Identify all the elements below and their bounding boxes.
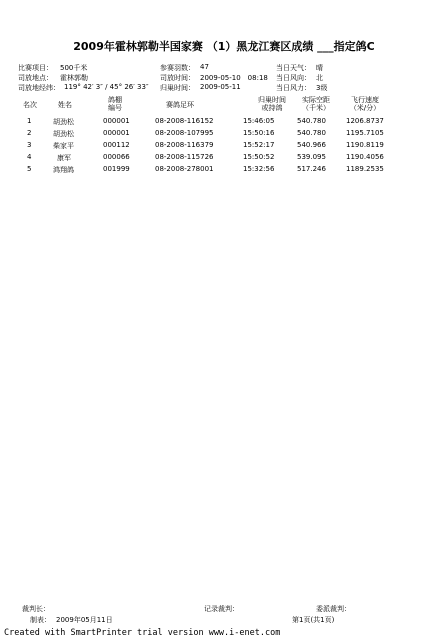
table-cell: 2 xyxy=(27,129,32,137)
table-cell: 08-2008-115726 xyxy=(155,153,214,161)
release-label: 司放时间： xyxy=(160,74,195,82)
table-cell: 001999 xyxy=(103,165,130,173)
table-cell: 15:52:17 xyxy=(243,141,275,149)
table-cell: 539.095 xyxy=(297,153,326,161)
table-cell: 15:50:16 xyxy=(243,129,275,137)
table-cell: 1206.8737 xyxy=(346,117,384,125)
table-cell: 1 xyxy=(27,117,32,125)
table-cell: 000112 xyxy=(103,141,130,149)
item-value: 500千米 xyxy=(60,64,88,72)
header-arrival: 归巢时间 或持鸽 xyxy=(258,96,286,112)
table-cell: 1190.4056 xyxy=(346,153,384,161)
location-value: 霍林郭勒 xyxy=(60,74,88,82)
page-title: 2009年霍林郭勒半国家赛 （1）黑龙江赛区成绩 ___指定鸽C xyxy=(73,40,375,53)
wind-force-label: 当日风力： xyxy=(276,84,311,92)
header-rank: 名次 xyxy=(23,101,37,109)
table-cell: 3 xyxy=(27,141,32,149)
release-value: 2009-05-10 08:18 xyxy=(200,74,268,82)
table-cell: 胡劲松 xyxy=(53,130,74,138)
table-cell: 08-2008-278001 xyxy=(155,165,214,173)
table-cell: 康军 xyxy=(57,154,71,162)
header-name: 姓名 xyxy=(58,101,72,109)
table-cell: 1189.2535 xyxy=(346,165,384,173)
table-cell: 柴家平 xyxy=(53,142,74,150)
made-label: 制表： xyxy=(30,616,51,624)
made-date: 2009年05月11日 xyxy=(56,616,113,624)
table-cell: 000001 xyxy=(103,117,130,125)
return-value: 2009-05-11 xyxy=(200,83,241,91)
table-cell: 08-2008-116152 xyxy=(155,117,214,125)
table-cell: 540.780 xyxy=(297,129,326,137)
location-label: 司放地点： xyxy=(18,74,53,82)
table-cell: 15:46:05 xyxy=(243,117,275,125)
table-cell: 000001 xyxy=(103,129,130,137)
weather-label: 当日天气： xyxy=(276,64,311,72)
table-cell: 鸿翔鸽 xyxy=(53,166,74,174)
table-cell: 1190.8119 xyxy=(346,141,384,149)
page-number: 第1页(共1页) xyxy=(292,616,335,624)
recorder-label: 记录裁判： xyxy=(204,605,239,613)
table-cell: 540.780 xyxy=(297,117,326,125)
header-ring: 赛鸽足环 xyxy=(166,101,194,109)
coords-value: 119° 42′ 3″ / 45° 26′ 33″ xyxy=(64,83,149,91)
trial-watermark: Created with SmartPrinter trial version www.i-enet.com xyxy=(4,628,281,638)
coords-label: 司放地经纬： xyxy=(18,84,60,92)
table-cell: 000066 xyxy=(103,153,130,161)
table-cell: 15:32:56 xyxy=(243,165,275,173)
wind-force-value: 3级 xyxy=(316,84,328,92)
header-speed: 飞行速度 （米/分） xyxy=(349,96,381,112)
table-cell: 08-2008-116379 xyxy=(155,141,214,149)
table-cell: 517.246 xyxy=(297,165,326,173)
table-cell: 1195.7105 xyxy=(346,129,384,137)
table-cell: 08-2008-107995 xyxy=(155,129,214,137)
table-cell: 5 xyxy=(27,165,32,173)
wind-dir-value: 北 xyxy=(316,74,323,82)
table-cell: 540.966 xyxy=(297,141,326,149)
judge-label: 裁判长： xyxy=(22,605,50,613)
item-label: 比赛项目： xyxy=(18,64,53,72)
return-label: 归巢时间： xyxy=(160,84,195,92)
count-label: 参赛羽数： xyxy=(160,64,195,72)
table-cell: 胡劲松 xyxy=(53,118,74,126)
count-value: 47 xyxy=(200,63,209,71)
weather-value: 晴 xyxy=(316,64,323,72)
release-judge-label: 委派裁判： xyxy=(316,605,351,613)
table-cell: 4 xyxy=(27,153,32,161)
header-loft-id: 鸽棚 编号 xyxy=(108,96,122,112)
table-cell: 15:50:52 xyxy=(243,153,275,161)
header-distance: 实际空距 （千米） xyxy=(302,96,330,112)
wind-dir-label: 当日风向： xyxy=(276,74,311,82)
